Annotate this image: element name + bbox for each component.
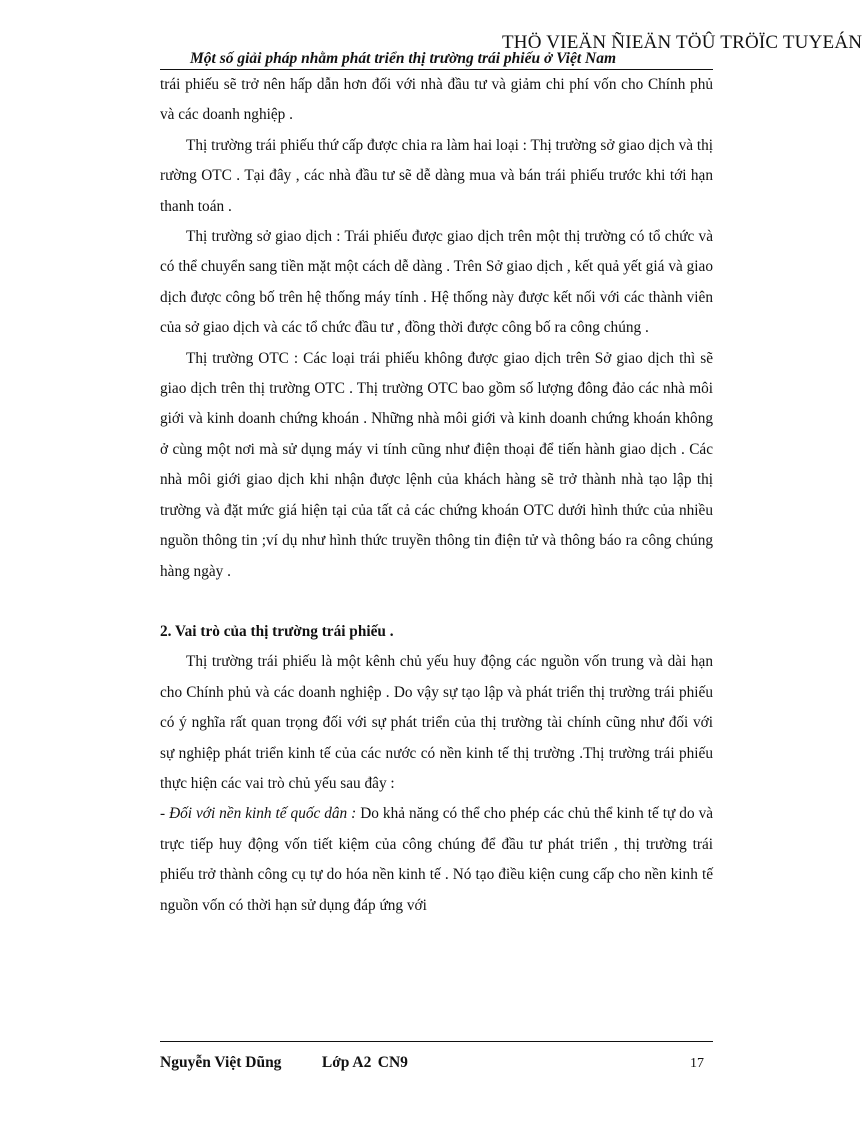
running-header: Một số giải pháp nhằm phát triển thị trường trái phiếu ở Việt Nam <box>190 50 617 67</box>
footer-rule <box>160 1041 713 1042</box>
section-heading: 2. Vai trò của thị trường trái phiếu . <box>160 622 394 640</box>
paragraph: trái phiếu sẽ trở nên hấp dẫn hơn đối với nhà đầu tư và giảm chi phí vốn cho Chính phủ và các doanh nghiệp . <box>160 76 713 124</box>
paragraph: Thị trường OTC : Các loại trái phiếu không được giao dịch trên Sở giao dịch thì sẽ giao dịch trên thị trường OTC . Thị trường OTC bao gồm số lượng đông đảo các nhà môi giới và kinh doanh chứng khoán . Những nhà môi giới và kinh doanh chứng khoán không ở cùng một nơi mà sử dụng máy vi tính cũng như điện thoại để tiến hành giao dịch . Các nhà môi giới giao dịch khi nhận được lệnh của khách hàng sẽ trở thành nhà tạo lập thị trường và đặt mức giá hiện tại của tất cả các chứng khoán OTC dưới hình thức của nhiều nguồn thông tin ;ví dụ như hình thức truyền thông tin điện tử và thông báo ra công chúng hàng ngày . <box>160 349 713 580</box>
footer <box>160 1054 408 1072</box>
paragraph: Thị trường trái phiếu là một kênh chủ yếu huy động các nguồn vốn trung và dài hạn cho Chính phủ và các doanh nghiệp . Do vậy sự tạo lập và phát triển thị trường trái phiếu có ý nghĩa rất quan trọng đối với sự phát triển của thị trường tài chính cũng như đối với sự nghiệp phát triển kinh tế của các nước có nền kinh tế thị trường .Thị trường trái phiếu thực hiện các vai trò chủ yếu sau đây : <box>160 653 713 792</box>
footer-code: CN9 <box>377 1054 408 1071</box>
watermark-text: THÖ VIEÄN ÑIEÄN TÖÛ TRÖÏC TUYEÁN <box>502 32 862 53</box>
paragraph: Thị trường trái phiếu thứ cấp được chia ra làm hai loại : Thị trường sở giao dịch và thị rường OTC . Tại đây , các nhà đầu tư sẽ dễ dàng mua và bán trái phiếu trước khi tới hạn thanh toán . <box>160 136 713 215</box>
bullet-lead: - Đối với nền kinh tế quốc dân : <box>160 805 357 823</box>
footer-author: Nguyễn Việt Dũng <box>160 1054 282 1071</box>
bullet-paragraph <box>160 799 713 921</box>
paragraph: Thị trường sở giao dịch : Trái phiếu được giao dịch trên một thị trường có tổ chức và có thể chuyển sang tiền mặt một cách dễ dàng . Trên Sở giao dịch , kết quả yết giá và giao dịch được công bố trên hệ thống máy tính . Hệ thống này được kết nối với các thành viên của sở giao dịch và các tổ chức đầu tư , đồng thời được công bố ra công chúng . <box>160 228 713 337</box>
body-text <box>160 70 713 921</box>
bullet-text: Do khả năng có thể cho phép các chủ thể kinh tế tự do và trực tiếp huy động vốn tiết kiệm của công chúng để đầu tư phát triển , thị trường trái phiếu trở thành công cụ tự do hóa nền kinh tế . Nó tạo điều kiện cung cấp cho nền kinh tế nguồn vốn có thời hạn sử dụng đáp ứng với <box>160 805 714 914</box>
page-number: 17 <box>690 1056 704 1071</box>
footer-class: Lớp A2 <box>321 1054 372 1071</box>
